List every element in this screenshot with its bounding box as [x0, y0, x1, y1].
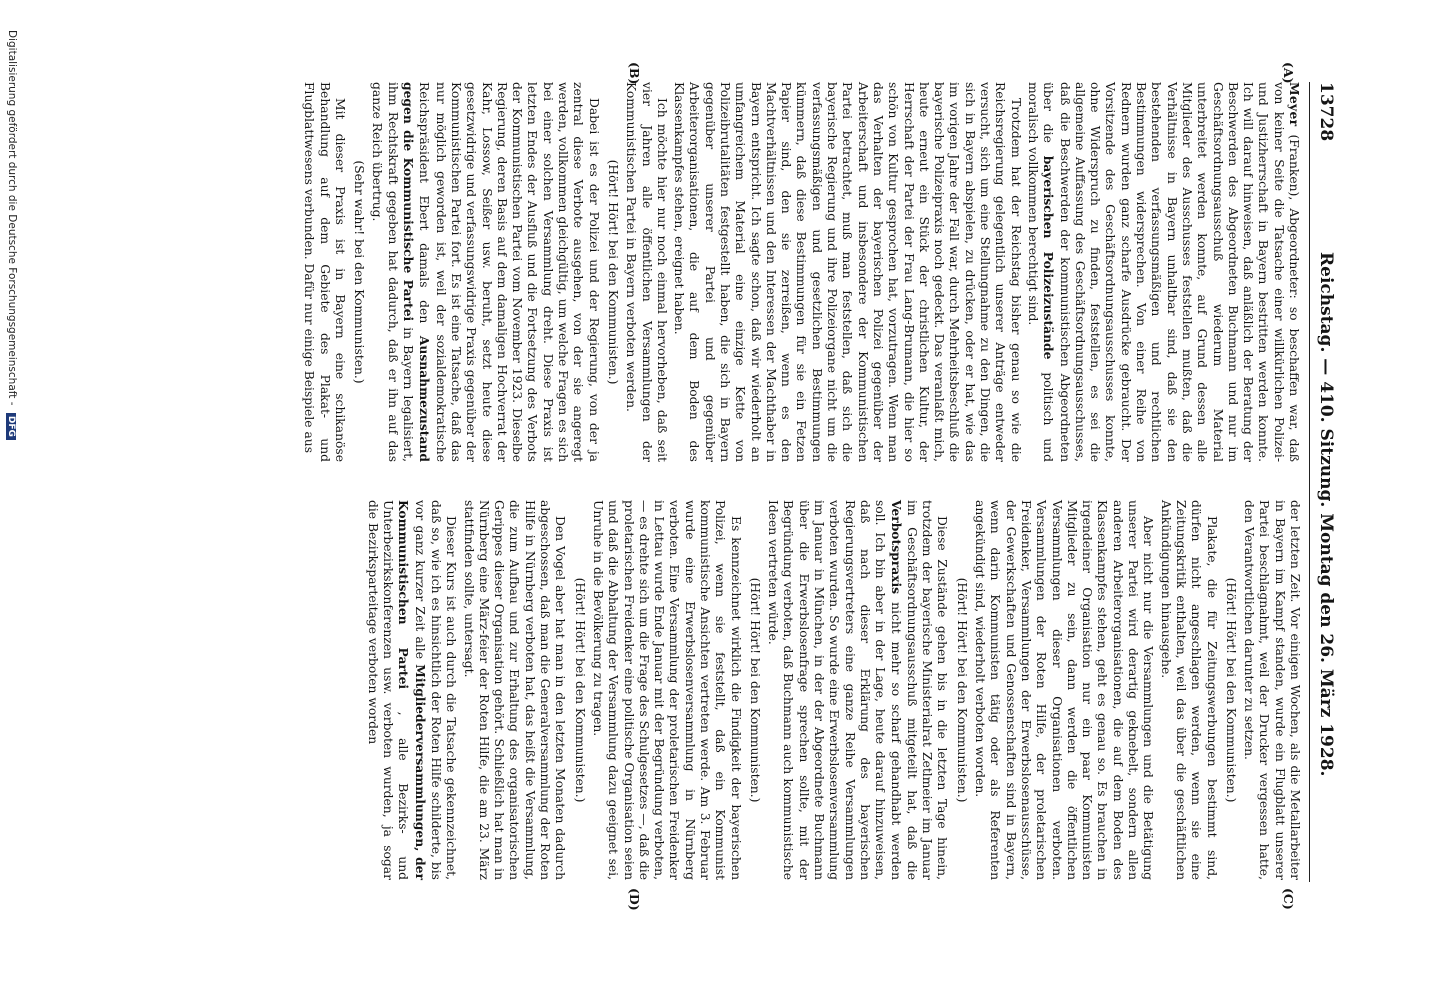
interjection: (Sehr wahr! bei den Kommunisten.): [352, 160, 367, 384]
paragraph-text: nicht mehr so scharf gehandhabt werden soll. Ich bin aber in der Lage, heute darauf hinzuweisen, daß nach dieser Erklärung des bayerischen Regierungsvertreters eine ganze Reihe Versammlungen verboten wurden. So wurde eine Erwerbslosenversammlung im Januar in München, in der der Abgeordnete Buchmann über die Erwerbslosenfrage sprechen sollte, mit der Begründung verboten, daß Buchmann auch kommunistische Ideen vertreten würde.: [766, 500, 903, 880]
header-rule: [1309, 82, 1310, 882]
emphasis-text: Verbotspraxis: [888, 500, 904, 595]
paragraph: Plakate, die für Zeitungswerbungen bestimmt sind, dürfen nicht angeschlagen werden, wenn sie eine Zeitungskritik enthalten, weil das über die geschäftlichen Ankündigungen hinausgehe.: [1158, 500, 1219, 880]
right-column: [362, 500, 1302, 880]
header-title: Reichstag. — 410. Sitzung. Montag den 26. März 1928.: [1316, 252, 1336, 777]
paragraph: [765, 500, 950, 880]
paragraph-text: , alle Bezirks- und Unterbezirkskonferenzen usw. verboten wurden, ja sogar die Bezirksparteitage verboten worden: [365, 500, 411, 880]
paragraph: [1025, 82, 1302, 462]
paragraph-text: politisch und moralisch vollkommen berechtigt sind.: [1025, 82, 1056, 462]
left-column: [299, 82, 1302, 462]
paragraph: [364, 500, 458, 880]
margin-marker-c: (C): [1281, 888, 1296, 910]
speaker-suffix: (Franken), Abgeordneter:: [1287, 134, 1301, 299]
emphasis-text: Ausnahmezustand gegen die Kommunistische Partei: [401, 82, 433, 462]
interjection: (Hört! Hört! bei den Kommunisten.): [605, 159, 620, 385]
credit-text: Digitalisierung gefördert durch die Deutsche Forschungsgemeinschaft -: [6, 30, 18, 406]
paragraph: Trotzdem hat der Reichstag bisher genau so wie die Reichsregierung gelegentlich unserer Anträge entweder versucht, sich um eine Stellungnahme zu den Dingen, die sich in Bayern abspielen, zu drücken, oder er hat, wie das im vorigen Jahre der Fall war, durch Mehrheitsbeschluß die bayerische Polizeipraxis noch gedeckt. Das veranlaßt mich, heute erneut ein Stück der christlichen Kultur, der Herrschaft der Partei der Frau Lang-Brumann, die hier so schön von Kultur gesprochen hat, vorzutragen. Wenn man das Verhalten der bayerischen Polizei gegenüber der Arbeiterschaft und insbesondere der Kommunistischen Partei betrachtet, muß man feststellen, daß sich die bayerische Regierung und ihre Polizeiorgane nicht um die verfassungsmäßigen und gesetzlichen Bestimmungen kümmern, daß diese Bestimmungen für sie ein Fetzen Papier sind, den sie zerreißen, wenn es den Machtverhältnissen und den Interessen der Machthaber in Bayern entspricht. Ich sagte schon, daß wir wiederholt an umfangreichem Material eine einzige Kette von Polizeibrutalitäten festgestellt haben, die sich in Bayern gegenüber unserer Partei und gegenüber Arbeiterorganisationen, die auf dem Boden des Klassenkampfes stehen, ereignet haben.: [672, 82, 1023, 462]
paragraph: Es kennzeichnet wirklich die Findigkeit der bayerischen Polizei, wenn sie feststellt, daß ein Kommunist kommunistische Ansichten vertreten werde. Am 3. Februar wurde eine Erwerbslosenversammlung in Nürnberg verboten. Eine Versammlung der proletarischen Freidenker in Lettau wurde Ende Januar mit der Begründung verboten, — es drehte sich um die Frage des Schulgesetzes —, daß die proletarischen Freidenker eine politische Organisation seien und daß die Abhaltung der Versammlung dazu geeignet sei, Unruhe in die Bevölkerung zu tragen.: [590, 500, 743, 880]
margin-marker-d: (D): [627, 888, 642, 911]
interjection: (Hört! Hört! bei den Kommunisten.): [954, 577, 969, 803]
interjection: (Hört! Hört! bei den Kommunisten.): [1223, 577, 1238, 803]
paragraph-text: Dabei ist es der Polizei und der Regierung, von der ja zentral diese Verbote ausgehen, von der sie angeregt werden, vollkommen gleichgültig, um welche Fragen es sich bei einer solchen Versammlung dreht. Diese Praxis ist letzten Endes der Ausfluß und die Fortsetzung des Verbots der Kommunistischen Partei vom November 1923. Dieselbe Regierung, deren Basis auf dem damaligen Hochverrat der Kahr, Lossow, Seißer usw. beruht, setzt heute diese gesetzwidrige und verfassungswidrige Praxis gegenüber der Kommunistischen Partei fort. Es ist eine Tatsache, daß das nur möglich geworden ist, weil der sozialdemokratische Reichspräsident Ebert damals den: [417, 82, 601, 462]
emphasis-text: bayerischen Polizeizustände: [1041, 155, 1057, 360]
margin-marker-a: (A): [1281, 62, 1296, 84]
dfg-logo: DFG: [6, 413, 16, 440]
paragraph-text: Dieser Kurs ist auch durch die Tatsache gekennzeichnet, daß so, wie ich es hinsichtlich der Roten Hilfe schilderte, bis vor ganz kurzer Zeit alle: [412, 500, 459, 880]
digitization-credit: [6, 30, 18, 440]
page-header: [1312, 82, 1336, 882]
paragraph: Ich möchte hier nur noch einmal hervorheben, daß seit vier Jahren alle öffentlichen Versammlungen der Kommunistischen Partei in Bayern verboten werden.: [624, 82, 669, 462]
speaker-name: Meyer: [1287, 82, 1302, 127]
paragraph: [369, 82, 600, 462]
page-number: 13728: [1316, 82, 1336, 142]
interjection: (Hört! Hört! bei den Kommunisten.): [747, 577, 762, 803]
paragraph: Aber nicht nur die Versammlungen und die Betätigung unserer Partei wird derartig geknebelt, sondern allen anderen Arbeiterorganisationen, die auf dem Boden des Klassenkampfes stehen, geht es genau so. Es brauchen in irgendeiner Organisation nur ein paar Kommunisten Mitglieder zu sein, dann werden die öffentlichen Versammlungen dieser Organisationen verboten. Versammlungen der Roten Hilfe, der proletarischen Freidenker, Versammlungen der Erwerbslosenausschüsse, der Gewerkschaften und Genossenschaften sind in Bayern, wenn darin Kommunisten tätig oder als Referenten angekündigt sind, wiederholt verboten worden.: [973, 500, 1156, 880]
paragraph-text: Diese Zustände gehen bis in die letzten Tage hinein, trotzdem der bayerische Ministerialrat Zetlmeier im Januar im Geschäftsordnungsausschuß mitgeteilt hat, daß die: [904, 500, 950, 880]
emphasis-text: Mitgliederversammlungen, der Kommunistischen Partei: [396, 500, 428, 880]
paragraph: Den Vogel aber hat man in den letzten Monaten dadurch abgeschossen, daß man die Generalversammlung der Roten Hilfe in Nürnberg verboten hat, das heißt die Versammlung, die zum Aufbau und zur Erhaltung des organisatorischen Gerippes dieser Organisation gehört. Schließlich hat man in Nürnberg eine März-feier der Roten Hilfe, die am 23. März stattfinden sollte, untersagt.: [461, 500, 568, 880]
interjection: (Hört! Hört! bei den Kommunisten.): [572, 577, 587, 803]
paragraph-text: in Bayern legalisiert, ihm Rechtskraft gegeben hat dadurch, daß er ihn auf das ganze Reich übertrug.: [370, 82, 416, 462]
margin-marker-b: (B): [627, 62, 642, 85]
paragraph: Mit dieser Praxis ist in Bayern eine schikanöse Behandlung auf dem Gebiete des Plakat- und Flugblattwesens verbunden. Dafür nur einige Beispiele aus: [302, 82, 347, 462]
paragraph-text: so beschaffen war, daß von keiner Seite die Tatsache einer willkürlichen Polizei- und Justizherrschaft in Bayern bestritten werden konnte. Ich will darauf hinweisen, daß anläßlich der Beratung der Beschwerden des Abgeordneten Buchmann und nur im Geschäftsordnungsausschuß wiederum Material unterbreitet werden konnte, auf Grund dessen alle Mitglieder des Ausschusses feststellen mußten, daß die Verhältnisse in Bayern unhaltbar sind, daß sie den bestehenden verfassungsmäßigen und rechtlichen Bestimmungen widersprechen. Von einer Reihe von Rednern wurden ganz scharfe Ausdrücke gebraucht. Der Vorsitzende des Geschäftsordnungsausschusses konnte, ohne Widerspruch zu finden, feststellen, es sei die allgemeine Auffassung des Geschäftsordnungsausschusses, daß die Beschwerden der kommunistischen Abgeordneten über die: [1041, 82, 1301, 462]
paragraph: der letzten Zeit. Vor einigen Wochen, als die Metallarbeiter in Bayern im Kampf standen, wurde ein Flugblatt unserer Partei beschlagnahmt, weil der Drucker vergessen hatte, den Verantwortlichen darunter zu setzen.: [1242, 500, 1302, 880]
